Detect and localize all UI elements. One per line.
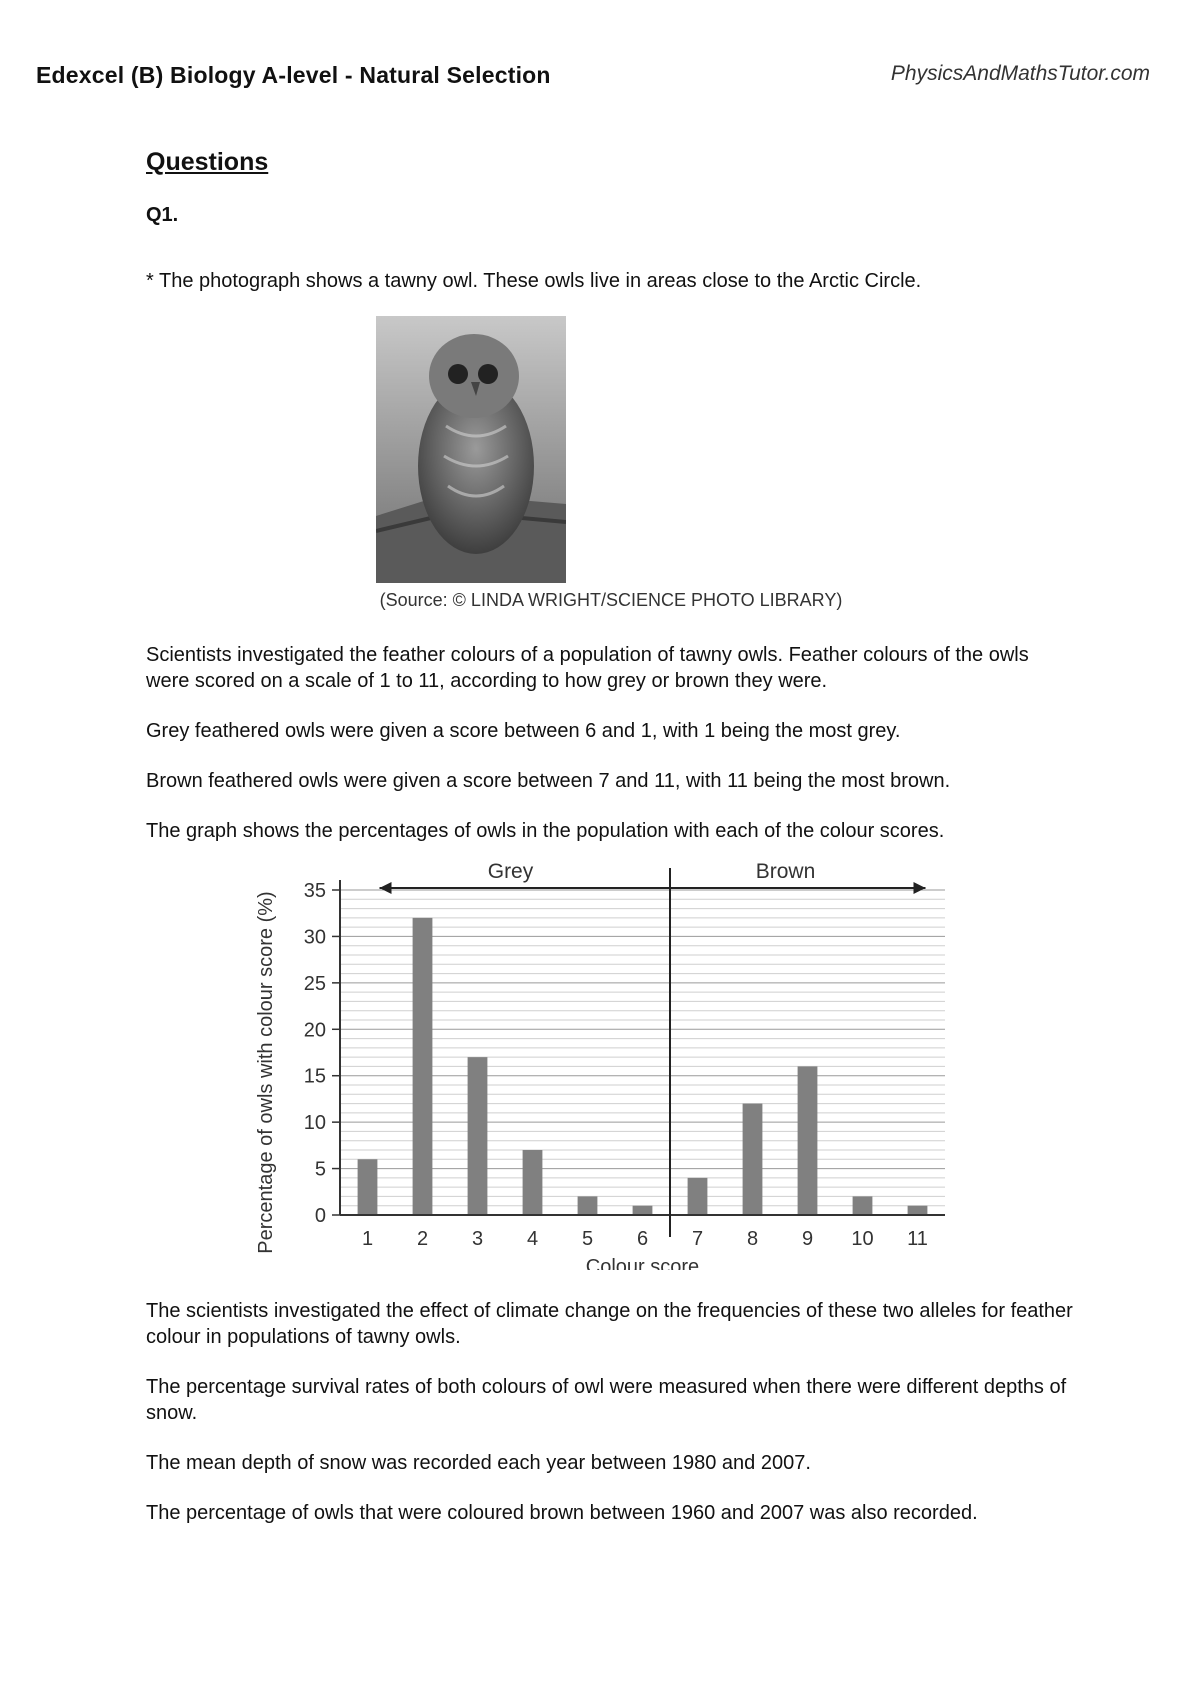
x-tick-label: 3	[471, 1228, 484, 1250]
bar-11	[908, 1206, 928, 1215]
y-tick-label: 10	[303, 1112, 326, 1135]
owl-illustration	[376, 316, 566, 583]
bar-3	[468, 1057, 488, 1215]
y-tick-label: 25	[303, 972, 326, 995]
photo-caption: (Source: © LINDA WRIGHT/SCIENCE PHOTO LIBRARY)	[379, 590, 843, 610]
x-tick-label: 1	[361, 1228, 374, 1250]
x-tick-label: 11	[907, 1228, 928, 1250]
bar-1	[358, 1159, 378, 1215]
annotations	[380, 858, 926, 894]
x-tick-label: 10	[851, 1228, 874, 1250]
y-tick-label: 15	[303, 1065, 326, 1088]
site-name: PhysicsAndMathsTutor.com	[890, 62, 1150, 85]
x-axis-label: Colour score	[585, 1256, 700, 1270]
paragraph-5: The scientists investigated the effect of climate change on the frequencies of these two alleles for feather colour in populations of tawny owls.	[146, 1300, 1073, 1348]
question-number: Q1.	[146, 204, 179, 226]
y-tick-label: 20	[303, 1019, 326, 1042]
bar-6	[633, 1206, 653, 1215]
y-tick-label: 5	[314, 1158, 326, 1181]
intro-text: * The photograph shows a tawny owl. These owls live in areas close to the Arctic Circle.	[146, 270, 922, 292]
brown-label: Brown	[755, 860, 816, 883]
paragraph-2: Grey feathered owls were given a score between 6 and 1, with 1 being the most grey.	[146, 720, 901, 742]
paragraph-7: The mean depth of snow was recorded each year between 1980 and 2007.	[146, 1452, 811, 1474]
y-tick-label: 30	[303, 926, 326, 949]
bar-9	[798, 1066, 818, 1215]
x-tick-label: 2	[416, 1228, 429, 1250]
x-tick-label: 9	[801, 1228, 814, 1250]
paragraph-1: Scientists investigated the feather colours of a population of tawny owls. Feather colours of the owls were scored on a scale of 1 to 11, according to how grey or brown they were.	[146, 644, 1029, 692]
y-tick-label: 35	[303, 880, 326, 902]
paragraph-4: The graph shows the percentages of owls in the population with each of the colour scores.	[146, 820, 945, 842]
owl-photo	[376, 316, 566, 583]
x-tick-label: 4	[526, 1228, 539, 1250]
x-tick-label: 8	[746, 1228, 759, 1250]
colour-score-chart	[250, 850, 960, 1270]
paragraph-3: Brown feathered owls were given a score between 7 and 11, with 11 being the most brown.	[146, 770, 951, 792]
document-title: Edexcel (B) Biology A-level - Natural Selection	[36, 62, 551, 88]
x-tick-label: 6	[636, 1228, 649, 1250]
section-heading: Questions	[146, 148, 269, 176]
brown-arrow-head	[914, 882, 926, 894]
paragraph-6: The percentage survival rates of both colours of owl were measured when there were different depths of snow.	[146, 1376, 1067, 1424]
bar-7	[688, 1178, 708, 1215]
x-tick-label: 7	[691, 1228, 704, 1250]
paragraph-8: The percentage of owls that were coloured brown between 1960 and 2007 was also recorded.	[146, 1502, 978, 1524]
grey-arrow-head	[380, 882, 392, 894]
y-axis-label: Percentage of owls with colour score (%)	[255, 891, 277, 1254]
bar-10	[853, 1196, 873, 1215]
bar-8	[743, 1104, 763, 1215]
bar-5	[578, 1196, 598, 1215]
bar-4	[523, 1150, 543, 1215]
bar-2	[413, 918, 433, 1215]
chart-svg	[250, 850, 960, 1270]
y-tick-label: 0	[314, 1205, 326, 1227]
grey-label: Grey	[487, 860, 534, 883]
x-tick-label: 5	[581, 1228, 594, 1250]
